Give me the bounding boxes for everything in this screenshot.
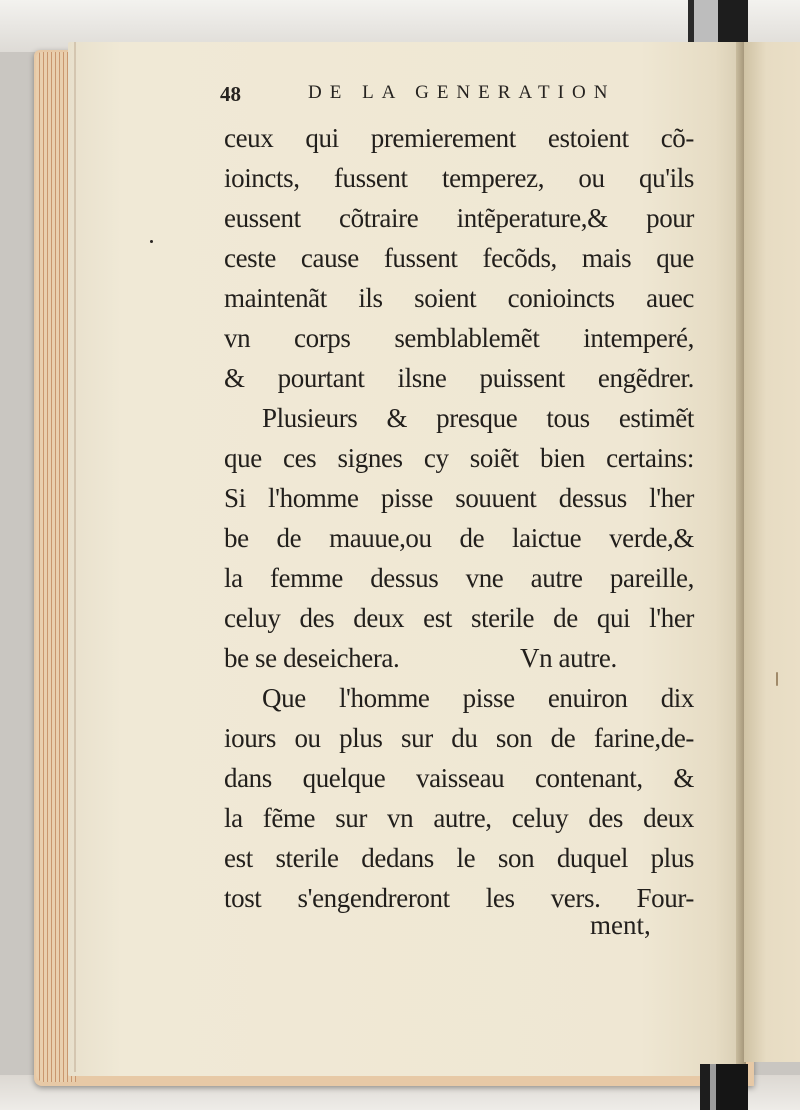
page-fold xyxy=(74,42,76,1072)
text-line: ceux qui premierement estoient cõ- xyxy=(224,123,694,153)
text-line: dans quelque vaisseau contenant, & xyxy=(224,763,694,793)
section-heading: Vn autre. xyxy=(520,643,617,673)
ink-speck xyxy=(150,240,153,243)
text-line: eussent cõtraire intẽperature,& pour xyxy=(224,203,694,233)
text-line: ioincts, fussent temperez, ou qu'ils xyxy=(224,163,694,193)
book-clamp-bottom xyxy=(700,1064,748,1110)
text-line: Que l'homme pisse enuiron dix xyxy=(262,683,694,713)
text-line: la femme dessus vne autre pareille, xyxy=(224,563,694,593)
text-line: & pourtant ilsne puissent engẽdrer. xyxy=(224,363,694,393)
page-header xyxy=(220,82,660,112)
running-title: DE LA GENERATION xyxy=(308,82,616,103)
text-line: que ces signes cy soiẽt bien certains: xyxy=(224,443,694,473)
book-clamp-top xyxy=(688,0,748,42)
text-line: tost s'engendreront les vers. Four- xyxy=(224,883,694,913)
text-line: ceste cause fussent fecõds, mais que xyxy=(224,243,694,273)
text-line: la fẽme sur vn autre, celuy des deux xyxy=(224,803,694,833)
text-line: be se deseichera. xyxy=(224,643,400,673)
text-line: vn corps semblablemẽt intemperé, xyxy=(224,323,694,353)
text-line: celuy des deux est sterile de qui l'her xyxy=(224,603,694,633)
text-line: iours ou plus sur du son de farine,de- xyxy=(224,723,694,753)
catchword: ment, xyxy=(590,910,651,940)
text-line: Si l'homme pisse souuent dessus l'her xyxy=(224,483,694,513)
text-line: est sterile dedans le son duquel plus xyxy=(224,843,694,873)
text-line: be de mauue,ou de laictue verde,& xyxy=(224,523,694,553)
text-line: Plusieurs & presque tous estimẽt xyxy=(262,403,694,433)
right-page-edge xyxy=(744,42,800,1062)
text-line-with-heading xyxy=(224,638,694,678)
ink-speck xyxy=(776,672,778,686)
page-number: 48 xyxy=(220,82,241,106)
body-text xyxy=(224,118,694,918)
text-line: maintenãt ils soient conioincts auec xyxy=(224,283,694,313)
